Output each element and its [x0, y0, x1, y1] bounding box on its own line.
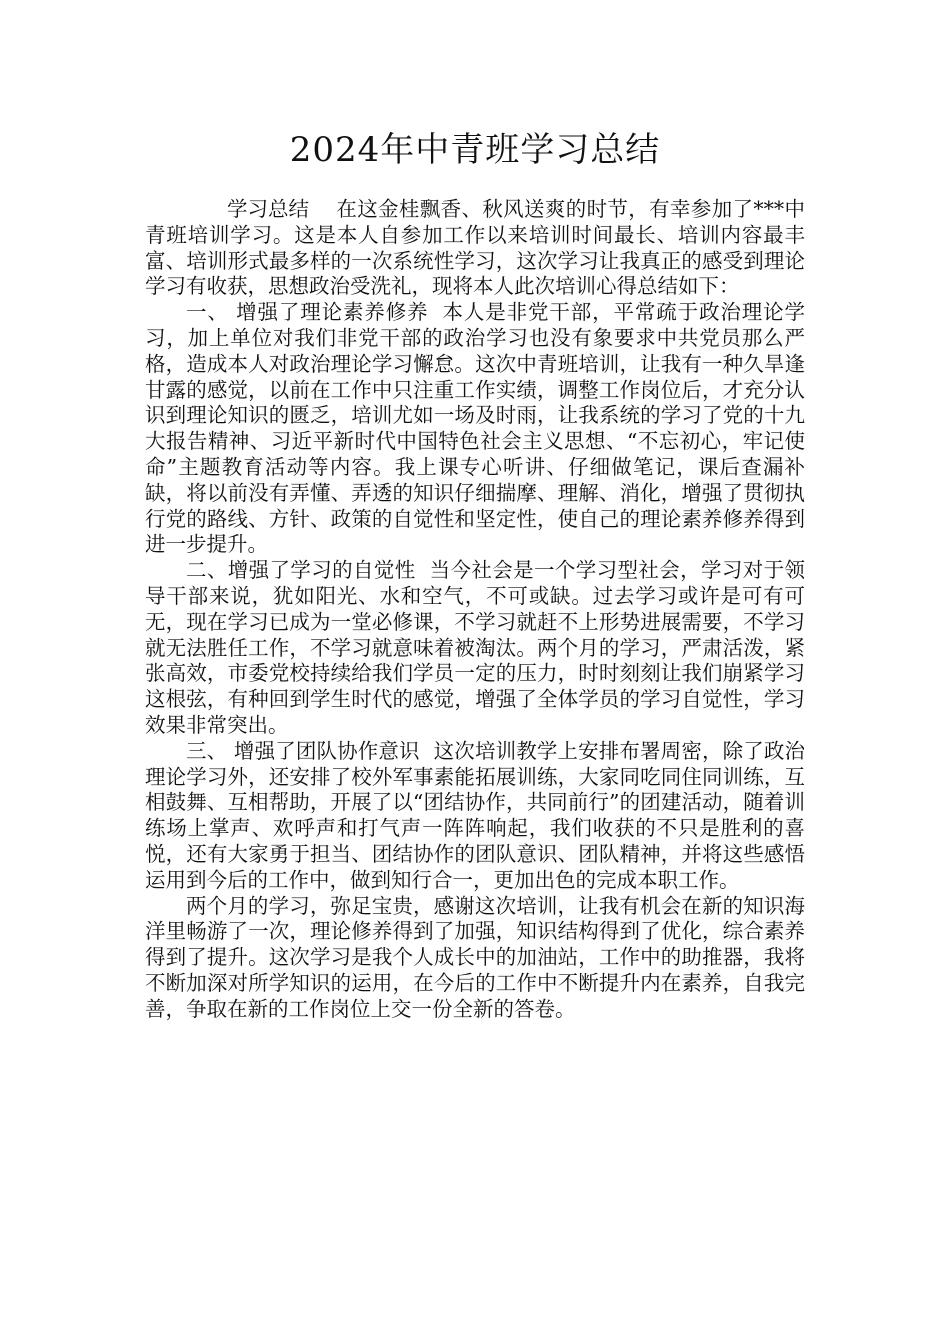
section-paragraph-3 [145, 739, 805, 894]
intro-paragraph [145, 197, 805, 300]
page-title: 2024年中青班学习总结 [289, 130, 661, 170]
section-paragraph-1 [145, 300, 805, 558]
section-heading-2: 二、增强了学习的自觉性 [186, 558, 416, 583]
section-heading-3: 三、 增强了团队协作意识 [186, 738, 420, 763]
section-paragraph-2 [145, 558, 805, 739]
section-text-2: 当今社会是一个学习型社会，学习对于领导干部来说，犹如阳光、水和空气，不可或缺。过去学习或许是可有可无，现在学习已成为一堂必修课，不学习就赶不上形势进展需要，不学习就无法胜任工作，不学习就意味着被淘汰。两个月的学习，严肃活泼，紧张高效，市委党校持续给我们学员一定的压力，时时刻刻让我们崩紧学习这根弦，有种回到学生时代的感觉，增强了全体学员的学习自觉性，学习效果非常突出。 [145, 558, 805, 737]
conclusion-paragraph: 两个月的学习，弥足宝贵，感谢这次培训，让我有机会在新的知识海洋里畅游了一次，理论修养得到了加强，知识结构得到了优化，综合素养得到了提升。这次学习是我个人成长中的加油站，工作中的助推器，我将不断加深对所学知识的运用，在今后的工作中不断提升内在素养，自我完善，争取在新的工作岗位上交一份全新的答卷。 [145, 893, 805, 1021]
intro-label: 学习总结 [227, 197, 309, 221]
intro-text: 在这金桂飘香、秋风送爽的时节，有幸参加了***中青班培训学习。这是本人自参加工作以来培训时间最长、培训内容最丰富、培训形式最多样的一次系统性学习，这次学习让我真正的感受到理论学习有收获，思想政治受洗礼，现将本人此次培训心得总结如下： [145, 197, 805, 299]
section-text-1: 本人是非党干部，平常疏于政治理论学习，加上单位对我们非党干部的政治学习也没有象要求中共党员那么严格，造成本人对政治理论学习懈怠。这次中青班培训，让我有一种久旱逢甘露的感觉，以前在工作中只注重工作实绩，调整工作岗位后，才充分认识到理论知识的匮乏，培训尤如一场及时雨，让我系统的学习了党的十九大报告精神、习近平新时代中国特色社会主义思想、“不忘初心，牢记使命”主题教育活动等内容。我上课专心听讲、仔细做笔记，课后查漏补缺，将以前没有弄懂、弄透的知识仔细揣摩、理解、消化，增强了贯彻执行党的路线、方针、政策的自觉性和坚定性，使自己的理论素养修养得到进一步提升。 [145, 300, 805, 557]
section-heading-1: 一、 增强了理论素养修养 [186, 300, 429, 325]
section-text-3: 这次培训教学上安排布署周密，除了政治理论学习外，还安排了校外军事素能拓展训练，大家同吃同住同训练，互相鼓舞、互相帮助，开展了以“团结协作，共同前行”的团建活动，随着训练场上掌声、欢呼声和打气声一阵阵响起，我们收获的不只是胜利的喜悦，还有大家勇于担当、团结协作的团队意识、团队精神，并将这些感悟运用到今后的工作中，做到知行合一，更加出色的完成本职工作。 [145, 738, 805, 892]
document-body [145, 197, 805, 1023]
